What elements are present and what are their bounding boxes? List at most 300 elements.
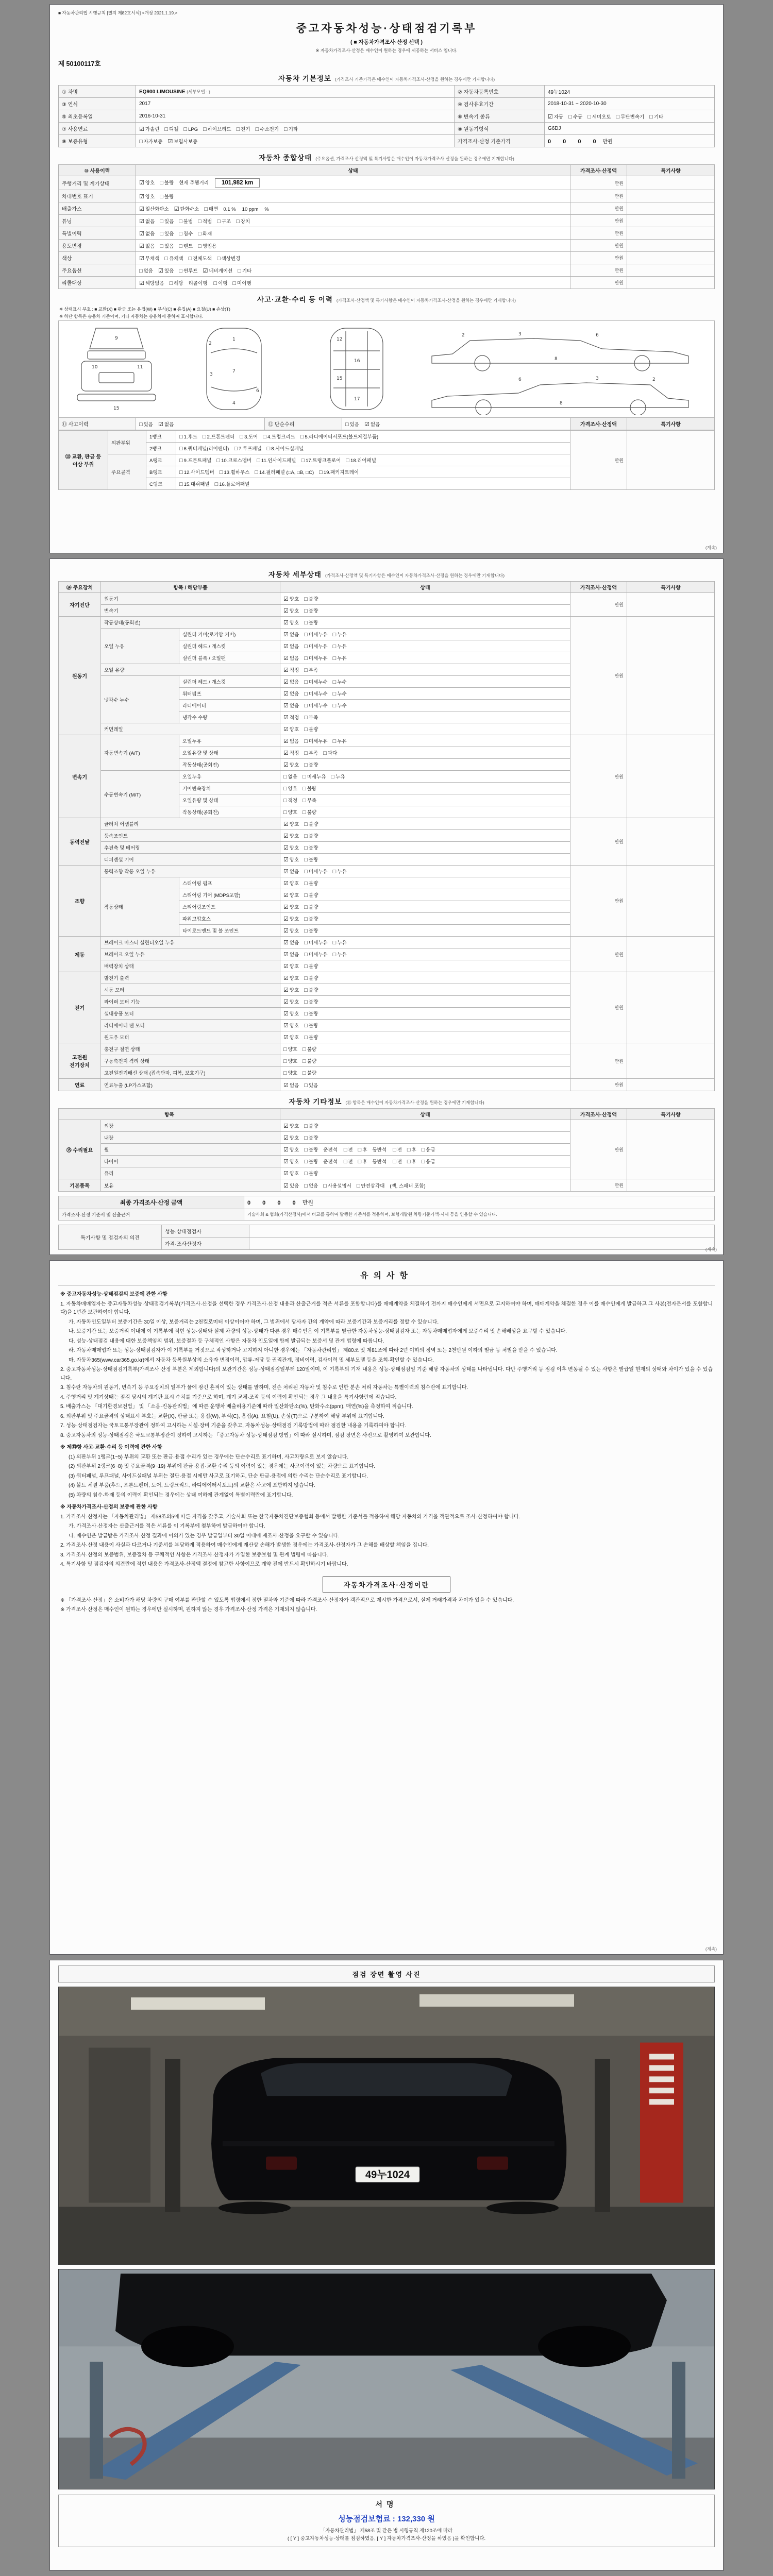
checkbox-icon: □ [343,1147,347,1153]
checkbox-option[interactable]: ☑ 자동 [548,113,564,120]
checkbox-option[interactable]: □ 응급 [421,1159,435,1165]
checkbox-option[interactable]: ☑ 양호 [283,916,299,922]
checkbox-icon: ☑ [283,904,289,910]
checkbox-icon: □ [346,457,350,464]
checkbox-option[interactable]: ☑ 없음 [139,218,155,225]
checkbox-option[interactable]: □ 미세누유 [304,632,328,638]
checkbox-option[interactable]: ☑ 양호 [283,1011,299,1017]
checkbox-icon: □ [303,786,306,792]
checkbox-option[interactable]: □ 11.인사이드패널 [257,457,296,464]
checkbox-option[interactable]: □ 3.도어 [240,434,258,440]
checkbox-option[interactable]: □ 불량 [304,1159,318,1165]
inspector-signature-area[interactable] [249,1225,715,1238]
checkbox-option[interactable]: □ 응급 [421,1147,435,1153]
checkbox-option[interactable]: □ 기타 [238,267,252,274]
checkbox-option[interactable]: □ 9.프론트패널 [179,457,212,464]
item-label: 내장 [101,1132,280,1144]
checkbox-option[interactable]: ☑ 양호 [283,596,299,602]
checkbox-option[interactable]: ☑ 양호 [283,1135,299,1141]
parts-list [176,466,570,478]
checkbox-option[interactable]: □ 16.플로어패널 [214,481,250,487]
checkbox-option[interactable]: ☑ 양호 [283,928,299,934]
checkbox-option[interactable]: ☑ 적정 [283,715,299,721]
checkbox-option[interactable]: □ 양호 [283,1046,298,1053]
amount-cell: 만원 [570,1120,627,1179]
checkbox-option[interactable]: □ 15.대쉬패널 [179,481,210,487]
checkbox-option[interactable]: □ 있음 [139,421,154,428]
checkbox-option[interactable]: □ 전 [343,1147,353,1153]
checkbox-option[interactable]: □ 누수 [332,703,347,709]
checkbox-option[interactable]: □ 불량 [304,726,318,733]
checkbox-option[interactable]: □ 세미오토 [587,113,611,120]
remark-cell [627,227,715,240]
parts-list [176,431,570,443]
checkbox-icon: □ [283,798,287,804]
rect-element [672,2362,685,2479]
remark-cell [627,735,715,818]
checkbox-option[interactable]: □ 양호 [283,1058,298,1064]
subitem-label: 스티어링조인트 [179,901,280,913]
status-cell [280,711,570,723]
part-area-label: 외판부위 [108,431,146,454]
checkbox-option[interactable]: □ 불량 [303,1046,317,1053]
text-element: 3 [518,331,522,337]
checkbox-option[interactable]: □ 불량 [304,1123,318,1129]
checkbox-option[interactable]: □ 누수 [332,691,347,697]
checkbox-option[interactable]: □ 불량 [304,987,318,993]
engine-type-value: G6DJ [545,123,715,135]
checkbox-option[interactable]: □ 기타 [284,126,298,132]
checkbox-option[interactable]: □ 불량 [304,596,318,602]
checkbox-option[interactable]: ☑ 양호 [283,904,299,910]
checkbox-option[interactable]: □ 부족 [304,667,318,673]
checkbox-option[interactable]: □ 4.트렁크리드 [263,434,295,440]
checkbox-option[interactable]: □ 사용설명서 [323,1182,351,1189]
checkbox-option[interactable]: □ 화재 [198,230,212,237]
checkbox-option[interactable]: □ 영업용 [198,243,217,249]
checkbox-option[interactable]: □ 불량 [304,608,318,614]
item-label: 커먼레일 [101,723,280,735]
checkbox-option[interactable]: □ 적정 [283,798,298,804]
checkbox-option[interactable]: □ 유채색 [164,255,183,262]
price-survey-select-label[interactable]: ( ■ 자동차가격조사·산정 선택 ) [350,39,423,45]
checkbox-icon: □ [303,798,306,804]
checkbox-option[interactable]: ☑ 양호 [283,880,299,887]
item-label: 차대번호 표기 [59,190,136,202]
checkbox-option[interactable]: □ 불량 [304,833,318,839]
rect-element [419,1994,574,2007]
checkbox-option[interactable]: ☑ 양호 [283,1023,299,1029]
checkbox-icon: □ [304,632,308,638]
checkbox-option[interactable]: □ LPG [183,126,198,132]
checkbox-option[interactable]: □ 5.라디에이터서포트(볼트체결부품) [300,434,379,440]
amount-cell: 만원 [570,1179,627,1192]
checkbox-option[interactable]: □ 17.트렁크플로어 [301,457,341,464]
checkbox-option[interactable]: □ 14.필러패널 (□A, □B, □C) [255,469,314,476]
checkbox-option[interactable]: ☑ 양호 [283,762,299,768]
checkbox-option[interactable]: □ 수동 [568,113,583,120]
checkbox-option[interactable]: ☑ 없음 [283,869,299,875]
checkbox-option[interactable]: □ 불량 [303,809,317,816]
checkbox-option[interactable]: □ 부족 [304,715,318,721]
checkbox-option[interactable]: □ 불량 [304,963,318,970]
checkbox-icon: □ [198,218,201,225]
checkbox-icon: □ [332,679,337,685]
checkbox-icon: □ [301,457,305,464]
checkbox-icon: □ [303,1070,306,1076]
checkbox-icon: ☑ [283,916,289,922]
checkbox-option[interactable]: □ 있음 [304,1082,318,1089]
checkbox-option[interactable]: □ 불법 [179,218,193,225]
checkbox-icon: □ [304,1035,308,1041]
price-definition-p2: ※ 가격조사·산정은 매수인이 원하는 경우에만 실시하며, 원하지 않는 경우 가격조사·산정 가격은 기재되지 않습니다. [60,1607,317,1613]
amount-cell: 만원 [570,431,627,490]
checkbox-option[interactable]: ☑ 없음 [283,643,299,650]
checkbox-option[interactable]: □ 미세누유 [304,655,328,662]
checkbox-option[interactable]: □ 후 [358,1159,367,1165]
appraiser-signature-area[interactable] [249,1238,715,1250]
checkbox-option[interactable]: □ 누유 [332,632,347,638]
checkbox-option[interactable]: □ 2.프론트펜더 [202,434,235,440]
checkbox-option[interactable]: ☑ 없음 [283,691,299,697]
table-row [59,123,715,135]
detail-condition-table [58,581,715,1091]
amount-cell: 만원 [570,972,627,1043]
detail-row [59,617,715,629]
diagram-note: ※ 하단 항목은 승용차 기준이며, 기타 자동차는 승용차에 준하여 표시합니다. [59,314,204,319]
inspection-photo-rear [58,1987,715,2265]
checkbox-option[interactable]: □ 불량 [303,1058,317,1064]
checkbox-option[interactable]: □ 불량 [160,180,174,186]
checkbox-option[interactable]: □ 미세누유 [304,869,328,875]
checkbox-option[interactable]: ☑ 네비게이션 [203,267,233,274]
checkbox-icon: ☑ [283,679,289,685]
checkbox-option[interactable]: ☑ 없음 [283,703,299,709]
checkbox-option[interactable]: □ 13.휠하우스 [219,469,250,476]
checkbox-option[interactable]: □ 누유 [332,738,347,744]
checkbox-option[interactable]: □ 썬루프 [179,267,198,274]
column-header: 상태 [280,1109,570,1120]
checkbox-icon: □ [649,113,653,120]
checkbox-option[interactable]: □ 불량 [304,1147,318,1153]
checkbox-option[interactable]: ☑ 양호 [283,845,299,851]
checkbox-option[interactable]: □ 색상변경 [216,255,241,262]
checkbox-option[interactable]: ☑ 없음 [283,632,299,638]
checkbox-option[interactable]: ☑ 없음 [283,1082,299,1089]
checkbox-option[interactable]: ☑ 적정 [283,667,299,673]
path-element [211,349,257,353]
checkbox-option[interactable]: □ 렌트 [179,243,193,249]
item-label: 동력조향 작동 오일 누유 [101,866,280,877]
checkbox-option[interactable]: □ 없음 [139,267,154,274]
checkbox-option[interactable]: ☑ 보험사보증 [167,138,198,145]
checkbox-option[interactable]: ☑ 일산화탄소 [139,206,169,212]
checkbox-option[interactable]: □ 있음 [160,243,174,249]
checkbox-option[interactable]: □ 양호 [283,809,298,816]
status-cell [280,747,570,759]
remark-cell [627,252,715,264]
field-label: ② 자동차등록번호 [455,86,545,98]
checkbox-option[interactable]: ☑ 양호 [283,857,299,863]
checkbox-option[interactable]: □ 전기 [236,126,250,132]
checkbox-option[interactable]: □ 불량 [304,821,318,827]
checkbox-option[interactable]: ☑ 양호 [283,987,299,993]
checkbox-option[interactable]: ☑ 양호 [283,726,299,733]
checkbox-icon: □ [323,1182,327,1189]
checkbox-option[interactable]: ☑ 가솔린 [139,126,160,132]
checkbox-option[interactable]: □ 누유 [332,940,347,946]
checkbox-option[interactable]: □ 안전삼각대 [356,1182,385,1189]
comprehensive-row [59,252,715,264]
text-element: 2 [461,332,465,338]
checkbox-option[interactable]: □ 후 [407,1159,416,1165]
checkbox-icon: □ [304,1011,308,1017]
checkbox-option[interactable]: □ 미세누유 [304,643,328,650]
checkbox-option[interactable]: □ 없음 [283,774,298,780]
text-element: 16 [354,358,360,364]
checkbox-option[interactable]: □ 미세누수 [304,679,328,685]
checkbox-option[interactable]: □ 후 [407,1147,416,1153]
checkbox-option[interactable]: ☑ 양호 [283,1035,299,1041]
checkbox-option[interactable]: □ 양호 [283,1070,298,1076]
base-price-zeros: 0 0 0 0 [548,139,601,145]
checkbox-icon: ☑ [139,206,144,212]
base-price-unit: 만원 [602,139,613,145]
odometer-box: 101,982 km [215,178,260,188]
checkbox-icon: □ [304,1123,308,1129]
checkbox-option[interactable]: □ 적법 [198,218,212,225]
checkbox-option[interactable]: □ 미세누유 [304,738,328,744]
checkbox-icon: □ [304,869,308,875]
checkbox-option[interactable]: ☑ 없음 [139,230,155,237]
checkbox-option[interactable]: □ 해당 [169,280,183,286]
checkbox-icon: ☑ [283,750,289,756]
table-row [59,1209,715,1221]
checkbox-option[interactable]: ☑ 없음 [283,655,299,662]
checkbox-option[interactable]: □ 18.리어패널 [346,457,376,464]
item-label: 휠 [101,1144,280,1156]
checkbox-option[interactable]: □ 불량 [304,1011,318,1017]
checkbox-icon: ☑ [283,999,289,1005]
checkbox-option[interactable]: □ 침수 [179,230,193,237]
checkbox-option[interactable]: □ 누유 [332,643,347,650]
checkbox-option[interactable]: □ 1.후드 [179,434,197,440]
checkbox-option[interactable]: ☑ 있음 [158,267,174,274]
checkbox-option[interactable]: □ 불량 [304,845,318,851]
checkbox-option[interactable]: ☑ 있음 [283,1182,299,1189]
text-element: 3 [595,376,599,381]
item-label: 배력장치 상태 [101,960,280,972]
checkbox-option[interactable]: □ 미세누유 [304,940,328,946]
item-label: 등속조인트 [101,830,280,842]
rank-label: C랭크 [146,478,176,490]
checkbox-option[interactable]: □ 장치 [236,218,250,225]
checkbox-option[interactable]: □ 불량 [304,892,318,899]
checkbox-option[interactable]: □ 불량 [160,193,174,200]
checkbox-option[interactable]: ☑ 양호 [283,1123,299,1129]
checkbox-icon: ☑ [283,1123,289,1129]
checkbox-option[interactable]: □ 불량 [304,620,318,626]
item-label: 냉각수 누수 [101,676,179,723]
checkbox-option[interactable]: □ 자가보증 [139,138,163,145]
checkbox-option[interactable]: □ 7.루프패널 [234,446,262,452]
checkbox-option[interactable]: □ 불량 [304,1035,318,1041]
remark-cell [627,176,715,190]
item-label: 작동상태 [101,877,179,937]
checkbox-option[interactable]: □ 불량 [304,999,318,1005]
checkbox-option[interactable]: ☑ 양호 [283,1159,299,1165]
table-row [59,418,715,430]
checkbox-option[interactable]: □ 수소전기 [255,126,279,132]
checkbox-icon: □ [202,434,206,440]
checkbox-icon: □ [284,126,288,132]
status-cell [280,996,570,1008]
checkbox-option[interactable]: □ 전체도색 [188,255,212,262]
checkbox-option[interactable]: □ 디젤 [164,126,179,132]
checkbox-option[interactable]: ☑ 양호 [139,193,155,200]
checkbox-option[interactable]: □ 이행 [213,280,228,286]
checkbox-option[interactable]: □ 하이브리드 [203,126,231,132]
checkbox-option[interactable]: □ 불량 [304,1171,318,1177]
status-cell [136,202,570,215]
checkbox-option[interactable]: □ 불량 [304,762,318,768]
checkbox-option[interactable]: □ 과다 [323,750,338,756]
checkbox-option[interactable]: ☑ 양호 [283,821,299,827]
checkbox-option[interactable]: □ 누유 [332,869,347,875]
checkbox-option[interactable]: □ 12.사이드멤버 [179,469,214,476]
checkbox-option[interactable]: □ 누유 [331,774,345,780]
tbody-element [59,1120,715,1192]
checkbox-icon: □ [358,1159,362,1165]
checkbox-option[interactable]: □ 부족 [303,798,317,804]
checkbox-option[interactable]: □ 있음 [160,218,174,225]
checkbox-option[interactable]: ☑ 양호 [283,975,299,981]
checkbox-option[interactable]: □ 불량 [304,904,318,910]
checkbox-option[interactable]: □ 미세누유 [303,774,326,780]
checkbox-option[interactable]: ☑ 양호 [283,608,299,614]
checkbox-option[interactable]: □ 불량 [304,1135,318,1141]
checkbox-option[interactable]: □ 기타 [649,113,664,120]
checkbox-option[interactable]: □ 전 [393,1147,402,1153]
checkbox-option[interactable]: ☑ 양호 [283,892,299,899]
amount-cell: 만원 [570,818,627,866]
checkbox-option[interactable]: ☑ 무채색 [139,255,160,262]
checkbox-option[interactable]: □ 10.크로스멤버 [216,457,252,464]
checkbox-option[interactable]: ☑ 없음 [158,421,174,428]
checkbox-option[interactable]: ☑ 없음 [283,738,299,744]
checkbox-option[interactable]: □ 있음 [345,421,360,428]
checkbox-option[interactable]: □ 전 [393,1159,402,1165]
checkbox-option[interactable]: □ 부족 [304,750,318,756]
checkbox-option[interactable]: ☑ 해당없음 [139,280,164,286]
checkbox-icon: ☑ [283,1011,289,1017]
continued-mark: (계속) [705,545,717,550]
checkbox-icon: ☑ [283,892,289,899]
amount-cell: 만원 [570,735,627,818]
checkbox-option[interactable]: □ 없음 [304,1182,318,1189]
checkbox-option[interactable]: □ 매연 [204,206,219,212]
checkbox-option[interactable]: □ 8.사이드실패널 [266,446,304,452]
car-name-value [136,86,455,98]
checkbox-option[interactable]: ☑ 양호 [283,1147,299,1153]
comprehensive-row [59,176,715,190]
notices-title: 유의사항 [58,1269,715,1285]
checkbox-option[interactable]: ☑ 없음 [283,952,299,958]
checkbox-option[interactable]: ☑ 없음 [283,940,299,946]
checkbox-option[interactable]: □ 누유 [332,952,347,958]
checkbox-icon: □ [300,434,304,440]
field-label: ③ 연식 [59,98,136,110]
status-text: 현재 주행거리 [179,180,209,186]
checkbox-icon: □ [283,1070,287,1076]
checkbox-option[interactable]: □ 미세누수 [304,703,328,709]
checkbox-option[interactable]: □ 불량 [304,928,318,934]
checkbox-option[interactable]: ☑ 없음 [364,421,380,428]
checkbox-option[interactable]: □ 무단변속기 [616,113,645,120]
checkbox-option[interactable]: □ 있음 [160,230,174,237]
checkbox-option[interactable]: □ 불량 [304,975,318,981]
comprehensive-row [59,215,715,227]
amount-cell: 만원 [570,937,627,972]
notice-paragraph: 5. 배출가스는 「대기환경보전법」 및 「소음·진동관리법」에 따른 운행차 배출허용기준에 따라 일산화탄소(%), 탄화수소(ppm), 매연(%)을 측정하여 적습니다. [60,1404,413,1410]
checkbox-option[interactable]: □ 양호 [283,786,298,792]
checkbox-option[interactable]: □ 불량 [304,1023,318,1029]
remark-cell [627,431,715,490]
subitem-label: 오일누유 [179,771,280,783]
notice-paragraph: 3. 침수란 자동차의 원동기, 변속기 등 주요장치의 일부가 물에 잠긴 흔적이 있는 상태를 말하며, 전손 처리된 자동차 및 침수로 인한 분손 처리 자동차는 특별이력의 침수란에 표기합니다. [60,1385,468,1391]
checkbox-icon: □ [304,916,308,922]
checkbox-icon: ☑ [283,1035,289,1041]
checkbox-option[interactable]: □ 미세누유 [304,952,328,958]
checkbox-option[interactable]: ☑ 적정 [283,750,299,756]
checkbox-option[interactable]: □ 불량 [304,857,318,863]
checkbox-icon: □ [393,1147,396,1153]
checkbox-option[interactable]: □ 불량 [303,1070,317,1076]
checkbox-option[interactable]: ☑ 탄화수소 [174,206,199,212]
checkbox-icon: □ [304,999,308,1005]
checkbox-icon: □ [304,691,308,697]
checkbox-option[interactable]: □ 후 [358,1147,367,1153]
checkbox-option[interactable]: ☑ 양호 [283,963,299,970]
status-text: 운전석 [323,1159,338,1165]
checkbox-icon: □ [232,280,236,286]
checkbox-option[interactable]: □ 불량 [303,786,317,792]
checkbox-option[interactable]: □ 누수 [332,679,347,685]
checkbox-option[interactable]: ☑ 양호 [283,620,299,626]
checkbox-option[interactable]: ☑ 양호 [139,180,155,186]
checkbox-option[interactable]: □ 미세누수 [304,691,328,697]
checkbox-icon: □ [332,643,337,650]
checkbox-icon: □ [332,632,337,638]
checkbox-icon: □ [304,975,308,981]
checkbox-option[interactable]: ☑ 없음 [139,243,155,249]
checkbox-option[interactable]: □ 불량 [304,880,318,887]
checkbox-icon: □ [160,243,163,249]
checkbox-option[interactable]: □ 19.패키지트레이 [319,469,359,476]
checkbox-option[interactable]: ☑ 양호 [283,833,299,839]
checkbox-option[interactable]: ☑ 양호 [283,1171,299,1177]
checkbox-option[interactable]: □ 미이행 [232,280,251,286]
checkbox-icon: □ [303,774,306,780]
checkbox-option[interactable]: ☑ 양호 [283,999,299,1005]
checkbox-option[interactable]: □ 불량 [304,916,318,922]
checkbox-option[interactable]: □ 누유 [332,655,347,662]
item-label: 리콜대상 [59,277,136,289]
checkbox-option[interactable]: ☑ 없음 [283,679,299,685]
checkbox-option[interactable]: □ 6.쿼터패널(리어펜더) [179,446,229,452]
checkbox-option[interactable]: □ 구조 [217,218,231,225]
checkbox-option[interactable]: □ 전 [343,1159,353,1165]
